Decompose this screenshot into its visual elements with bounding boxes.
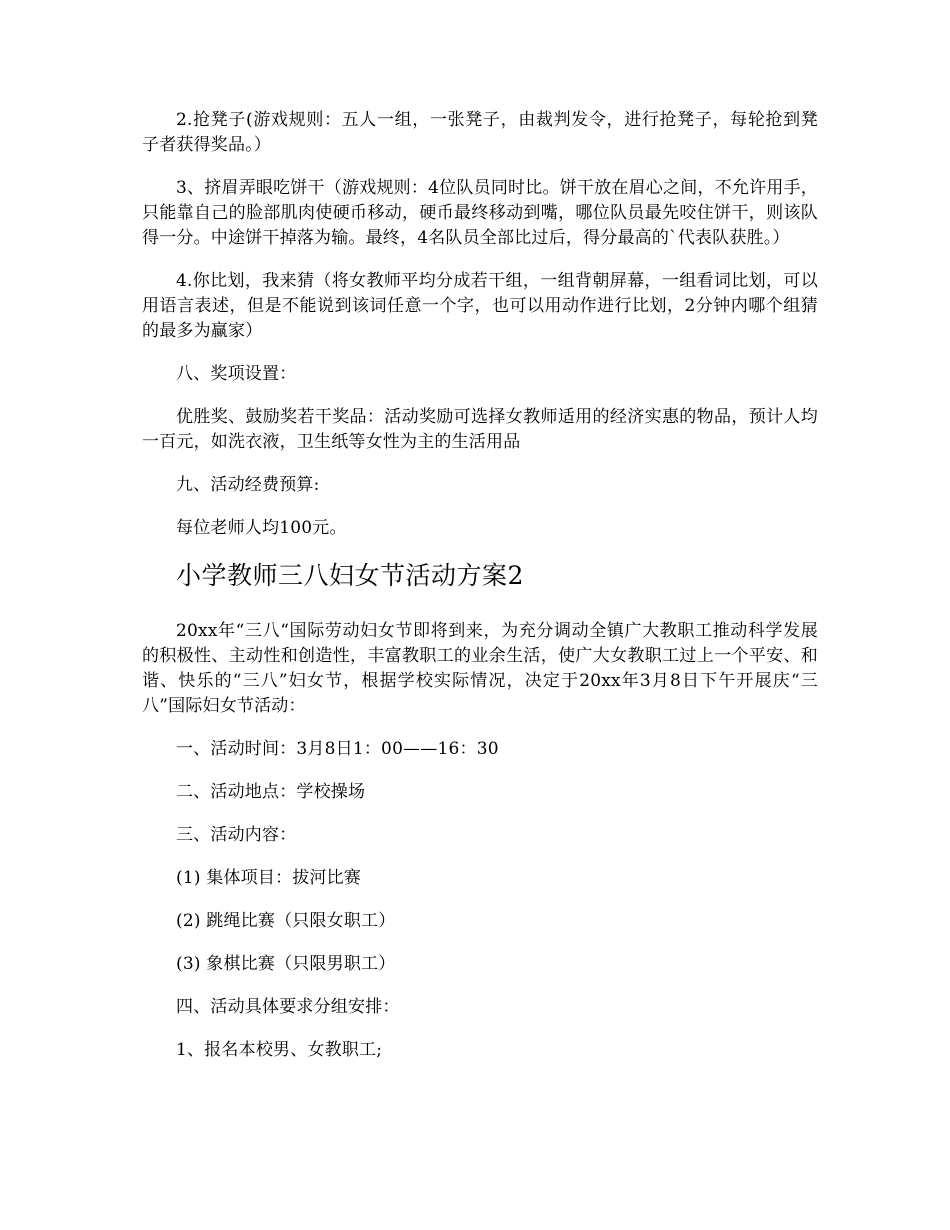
paragraph-intro: 20xx年“三八“国际劳动妇女节即将到来，为充分调动全镇广大教职工推动科学发展的积极性、主动性和创造性，丰富教职工的业余生活，使广大女教职工过上一个平安、和谐、快乐的“三八”妇女节，根据学校实际情况，决定于20xx年3月8日下午开展庆“三八”国际妇女节活动： <box>142 621 818 716</box>
paragraph-time: 一、活动时间：3月8日1：00——16：30 <box>176 739 499 759</box>
paragraph-budget: 每位老师人均100元。 <box>176 518 347 538</box>
paragraph-location: 二、活动地点：学校操场 <box>176 782 366 802</box>
paragraph-game-3: 3、挤眉弄眼吃饼干（游戏规则：4位队员同时比。饼干放在眉心之间，不允许用手，只能靠自己的脸部肌肉使硬币移动，硬币最终移动到嘴，哪位队员最先咬住饼干，则该队得一分。中途饼干掉落为输。最终，4名队员全部比过后，得分最高的`代表队获胜。） <box>142 178 818 248</box>
paragraph-registration: 1、报名本校男、女教职工; <box>176 1040 383 1060</box>
list-item-rope-skipping: (2) 跳绳比赛（只限女职工） <box>176 911 396 931</box>
paragraph-requirements-title: 四、活动具体要求分组安排： <box>176 997 400 1017</box>
section-budget-title: 九、活动经费预算: <box>176 475 320 495</box>
paragraph-game-2: 2.抢凳子(游戏规则：五人一组，一张凳子，由裁判发令，进行抢凳子，每轮抢到凳子者获得奖品。） <box>142 110 818 155</box>
paragraph-game-4: 4.你比划，我来猜（将女教师平均分成若干组，一组背朝屏幕，一组看词比划，可以用语言表述，但是不能说到该词任意一个字，也可以用动作进行比划，2分钟内哪个组猜的最多为赢家） <box>142 271 818 341</box>
document-page <box>142 108 818 1081</box>
paragraph-awards: 优胜奖、鼓励奖若干奖品：活动奖励可选择女教师适用的经济实惠的物品，预计人均一百元，如洗衣液，卫生纸等女性为主的生活用品 <box>142 407 818 452</box>
list-item-tug-of-war: (1) 集体项目：拔河比赛 <box>176 868 362 888</box>
plan-2-heading: 小学教师三八妇女节活动方案2 <box>176 561 524 590</box>
paragraph-content-title: 三、活动内容： <box>176 825 297 845</box>
section-awards-title: 八、奖项设置： <box>176 364 297 384</box>
list-item-chess: (3) 象棋比赛（只限男职工） <box>176 954 396 974</box>
